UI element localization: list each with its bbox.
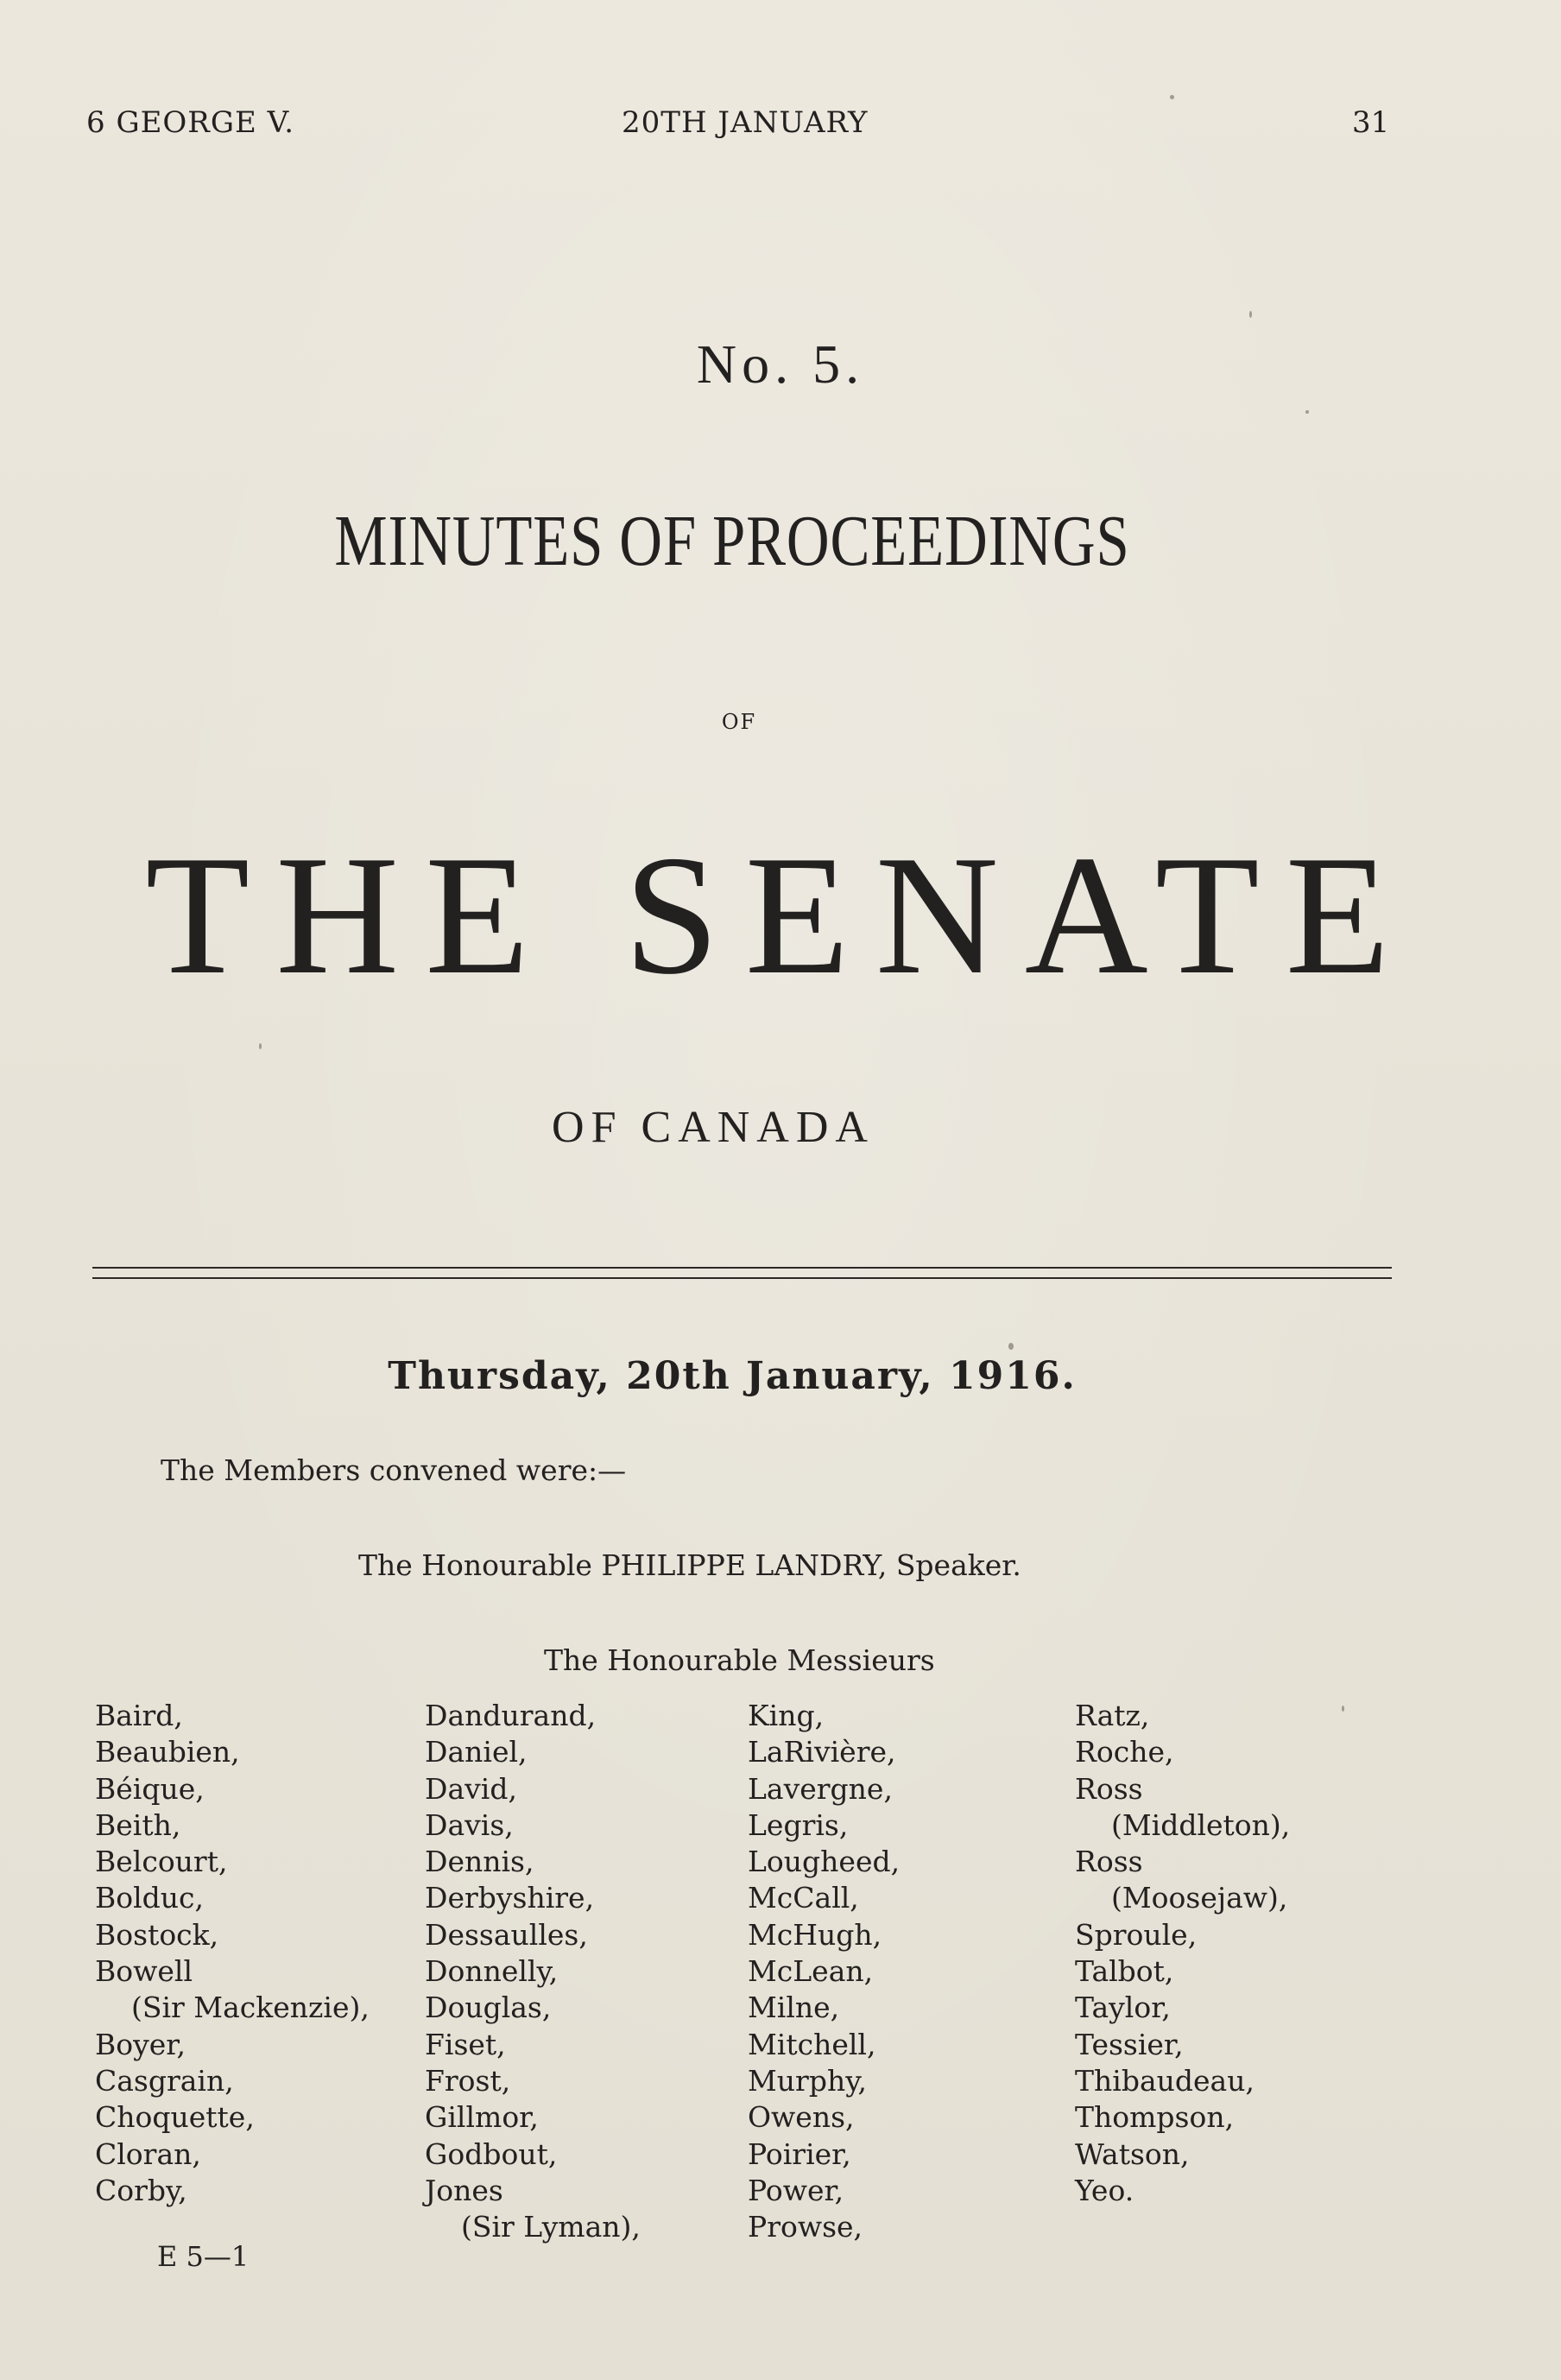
members-convened-text: The Members convened were:— <box>161 1453 627 1487</box>
senator-name-qualifier: (Sir Lyman), <box>461 2210 641 2244</box>
senator-name: Beaubien, <box>95 1735 240 1769</box>
senator-name: Fiset, <box>425 2027 506 2061</box>
messieurs-text: The Honourable Messieurs <box>544 1643 935 1677</box>
running-head-date: 20TH JANUARY <box>622 105 869 140</box>
senator-name: Power, <box>748 2173 844 2207</box>
minutes-number: No. 5. <box>696 333 865 395</box>
senator-name: Derbyshire, <box>425 1881 595 1915</box>
senator-name: McCall, <box>748 1881 859 1915</box>
senator-name-qualifier: (Moosejaw), <box>1111 1881 1288 1915</box>
senator-name: Owens, <box>748 2100 855 2135</box>
senator-name: Corby, <box>95 2173 187 2207</box>
double-rule-top <box>92 1267 1392 1269</box>
senator-name: Watson, <box>1075 2136 1190 2171</box>
senator-name: Ross <box>1075 1771 1143 1806</box>
senator-name: McLean, <box>748 1954 874 1989</box>
senator-name: Beith, <box>95 1807 181 1842</box>
senator-name: Talbot, <box>1075 1954 1174 1989</box>
senator-name: LaRivière, <box>748 1735 896 1769</box>
senator-name: Mitchell, <box>748 2027 876 2061</box>
senator-name: Cloran, <box>95 2136 201 2171</box>
minutes-heading: MINUTES OF PROCEEDINGS <box>334 501 1130 581</box>
paper-speck <box>1170 95 1174 99</box>
senator-name: David, <box>425 1771 517 1806</box>
senator-name: Sproule, <box>1075 1917 1198 1952</box>
senator-name: Daniel, <box>425 1735 528 1769</box>
senator-name: Belcourt, <box>95 1845 228 1879</box>
senator-name: Dessaulles, <box>425 1917 588 1952</box>
senator-name: Douglas, <box>425 1991 552 2025</box>
senator-name: Béique, <box>95 1771 205 1806</box>
senator-name: Lavergne, <box>748 1771 893 1806</box>
sitting-date: Thursday, 20th January, 1916. <box>388 1354 1077 1398</box>
senator-name: Legris, <box>748 1807 849 1842</box>
senator-name: Baird, <box>95 1699 183 1732</box>
senator-name: Yeo. <box>1075 2173 1134 2207</box>
senator-name: Donnelly, <box>425 1954 559 1989</box>
senator-name: Boyer, <box>95 2027 186 2061</box>
page-number: 31 <box>1352 105 1390 140</box>
senator-name: Dandurand, <box>425 1699 597 1732</box>
canada-heading: OF CANADA <box>552 1103 875 1152</box>
senator-name: Roche, <box>1075 1735 1174 1769</box>
senator-name: Choquette, <box>95 2100 255 2135</box>
senator-names-column-2 <box>425 1698 641 2245</box>
senator-name: Godbout, <box>425 2136 558 2171</box>
senator-name: Bolduc, <box>95 1881 205 1915</box>
paper-speck <box>259 1043 262 1049</box>
double-rule-bottom <box>92 1277 1392 1279</box>
paper-speck <box>1008 1343 1014 1350</box>
senator-name: Ratz, <box>1075 1699 1150 1732</box>
senator-name: Taylor, <box>1075 1991 1171 2025</box>
paper-speck <box>1305 410 1309 414</box>
senator-name: Bostock, <box>95 1917 219 1952</box>
senator-name: Milne, <box>748 1991 840 2025</box>
senator-name: Lougheed, <box>748 1845 901 1879</box>
paper-speck <box>1342 1706 1344 1712</box>
senator-name: Jones <box>425 2173 503 2207</box>
senator-name: Murphy, <box>748 2063 867 2098</box>
senator-name: King, <box>748 1699 825 1732</box>
senator-name: Thibaudeau, <box>1075 2063 1254 2098</box>
senator-names-column-3 <box>748 1698 900 2245</box>
paper-speck <box>1249 311 1252 318</box>
senator-name: Bowell <box>95 1954 193 1989</box>
senate-heading: THE SENATE <box>145 820 1416 1010</box>
senator-name: Poirier, <box>748 2136 851 2171</box>
senator-names-column-4 <box>1075 1698 1290 2209</box>
senator-name: Davis, <box>425 1807 514 1842</box>
senator-name: Dennis, <box>425 1845 534 1879</box>
senator-name: Gillmor, <box>425 2100 539 2135</box>
senator-name: Frost, <box>425 2063 511 2098</box>
senator-names-column-1 <box>95 1698 370 2209</box>
senator-name: Tessier, <box>1075 2027 1184 2061</box>
senator-name: Casgrain, <box>95 2063 234 2098</box>
senator-name: Prowse, <box>748 2210 863 2244</box>
senator-name-qualifier: (Middleton), <box>1111 1807 1291 1842</box>
printer-signature-mark: E 5—1 <box>157 2240 250 2273</box>
heading-of: OF <box>721 710 757 734</box>
senator-name: Ross <box>1075 1845 1143 1879</box>
senator-name: McHugh, <box>748 1917 882 1952</box>
senator-name-qualifier: (Sir Mackenzie), <box>131 1991 370 2025</box>
running-head-regnal-year: 6 GEORGE V. <box>86 105 295 140</box>
senator-name: Thompson, <box>1075 2100 1235 2135</box>
speaker-text: The Honourable PHILIPPE LANDRY, Speaker. <box>358 1548 1021 1582</box>
